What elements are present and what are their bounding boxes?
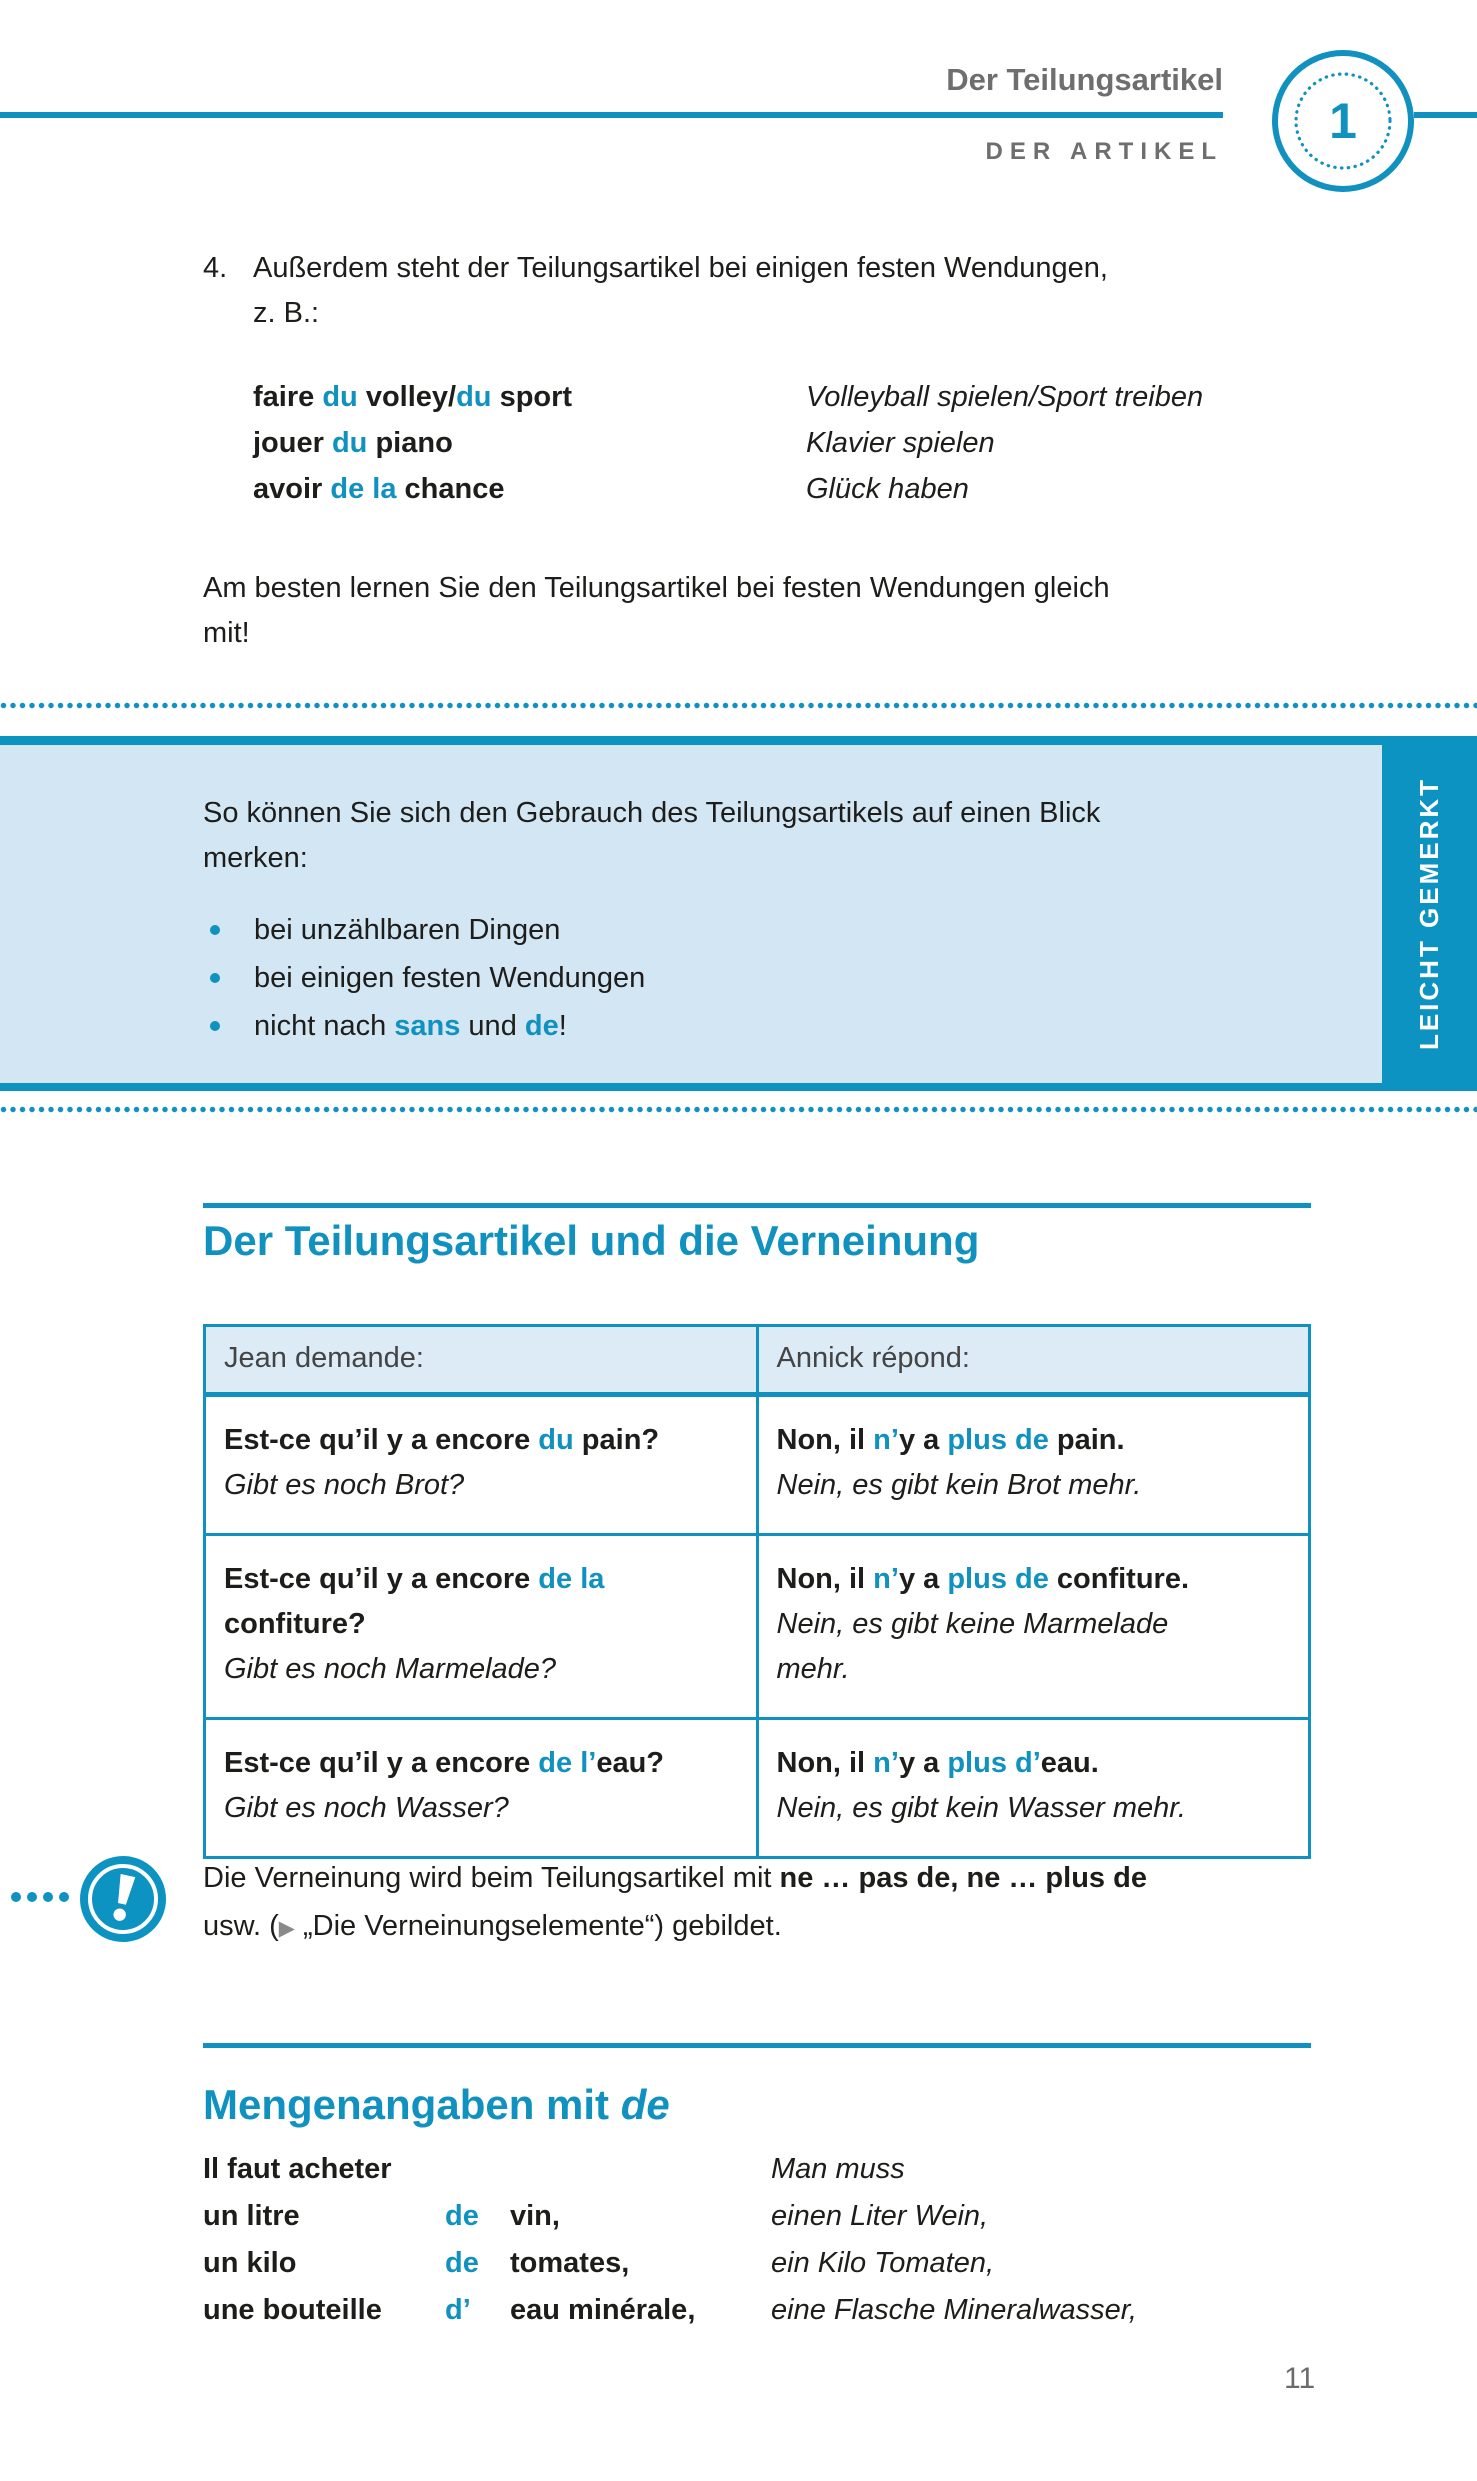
german-translation: Glück haben xyxy=(806,473,969,505)
table-header-row xyxy=(205,1326,1310,1395)
quantity-row: un kilo de tomates, ein Kilo Tomaten, xyxy=(203,2247,995,2279)
answer-cell: Non, il n’y a plus de confiture. Nein, es gibt keine Marmelade mehr. xyxy=(757,1535,1310,1719)
question-cell: Est-ce qu’il y a encore de la confiture? Gibt es noch Marmelade? xyxy=(205,1535,758,1719)
example-row xyxy=(253,420,1313,466)
french-expression: faire du volley/du sport xyxy=(253,381,573,413)
french-expression: jouer du piano xyxy=(253,427,453,459)
band-top-bar xyxy=(0,736,1477,745)
chapter-number-badge xyxy=(1271,49,1415,193)
note-lead-dot-icon xyxy=(27,1892,37,1902)
section-rule xyxy=(203,2043,1311,2048)
quantity-row: Il faut acheter Man muss xyxy=(203,2153,905,2185)
example-row xyxy=(253,374,1313,420)
rule-4-text: Außerdem steht der Teilungsartikel bei einigen festen Wendungen, z. B.: xyxy=(253,252,1108,329)
note-lead-dot-icon xyxy=(43,1892,53,1902)
chapter-number: 1 xyxy=(1329,93,1357,149)
table-row xyxy=(205,1535,1310,1719)
section-rule xyxy=(203,1203,1311,1208)
chapter-title: Der Teilungsartikel xyxy=(946,62,1223,97)
column-header: Annick répond: xyxy=(757,1326,1310,1395)
box-label: LEICHT GEMERKT xyxy=(1414,776,1445,1051)
list-item: bei unzählbaren Dingen xyxy=(210,906,645,954)
bullet-dot-icon xyxy=(210,925,220,935)
cross-reference-arrow-icon: ▶ xyxy=(278,1917,295,1940)
note-lead-dot-icon xyxy=(11,1892,21,1902)
section-heading: Mengenangaben mit de xyxy=(203,2081,670,2128)
list-item: bei einigen festen Wendungen xyxy=(210,954,645,1002)
quantity-row: une bouteille d’ eau minérale, eine Flasche Mineralwasser, xyxy=(203,2294,1137,2326)
column-header: Jean demande: xyxy=(205,1326,758,1395)
table-row xyxy=(205,1395,1310,1535)
section-heading: Der Teilungsartikel und die Verneinung xyxy=(203,1217,980,1264)
quantity-row: un litre de vin, einen Liter Wein, xyxy=(203,2200,989,2232)
quantities-list xyxy=(203,2146,1318,2334)
example-row xyxy=(253,466,1313,512)
header-rule-right xyxy=(1414,112,1477,118)
band-bottom-bar xyxy=(0,1083,1477,1091)
bullet-dot-icon xyxy=(210,973,220,983)
fixed-expressions-examples xyxy=(253,374,1313,512)
rule-4-paragraph xyxy=(203,246,1318,336)
header-rule-left xyxy=(0,112,1223,118)
advice-paragraph: Am besten lernen Sie den Teilungsartikel bei festen Wendungen gleich mit! xyxy=(203,572,1110,649)
negation-note: Die Verneinung wird beim Teilungsartikel mit ne … pas de, ne … plus de usw. (▶ „Die Verneinungselemente“) gebildet. xyxy=(203,1862,1147,1942)
negation-table xyxy=(203,1324,1311,1859)
dotted-rule-bottom xyxy=(0,1106,1477,1113)
page-number: 11 xyxy=(1284,2362,1316,2395)
list-number: 4. xyxy=(203,252,228,284)
box-side-tab xyxy=(1382,736,1477,1091)
list-item: nicht nach sans und de! xyxy=(210,1002,645,1050)
answer-cell: Non, il n’y a plus d’eau. Nein, es gibt kein Wasser mehr. xyxy=(757,1719,1310,1858)
answer-cell: Non, il n’y a plus de pain. Nein, es gibt kein Brot mehr. xyxy=(757,1395,1310,1535)
question-cell: Est-ce qu’il y a encore du pain? Gibt es noch Brot? xyxy=(205,1395,758,1535)
dotted-rule-top xyxy=(0,702,1477,709)
bullet-dot-icon xyxy=(210,1021,220,1031)
exclamation-icon xyxy=(79,1855,167,1943)
summary-bullet-list xyxy=(210,906,645,1050)
table-row xyxy=(205,1719,1310,1858)
german-translation: Volleyball spielen/Sport treiben xyxy=(806,381,1204,413)
german-translation: Klavier spielen xyxy=(806,427,995,459)
note-lead-dot-icon xyxy=(59,1892,69,1902)
summary-intro: So können Sie sich den Gebrauch des Teilungsartikels auf einen Blick merken: xyxy=(203,797,1101,874)
french-expression: avoir de la chance xyxy=(253,473,505,505)
question-cell: Est-ce qu’il y a encore de l’eau? Gibt es noch Wasser? xyxy=(205,1719,758,1858)
section-title: DER ARTIKEL xyxy=(985,138,1223,165)
